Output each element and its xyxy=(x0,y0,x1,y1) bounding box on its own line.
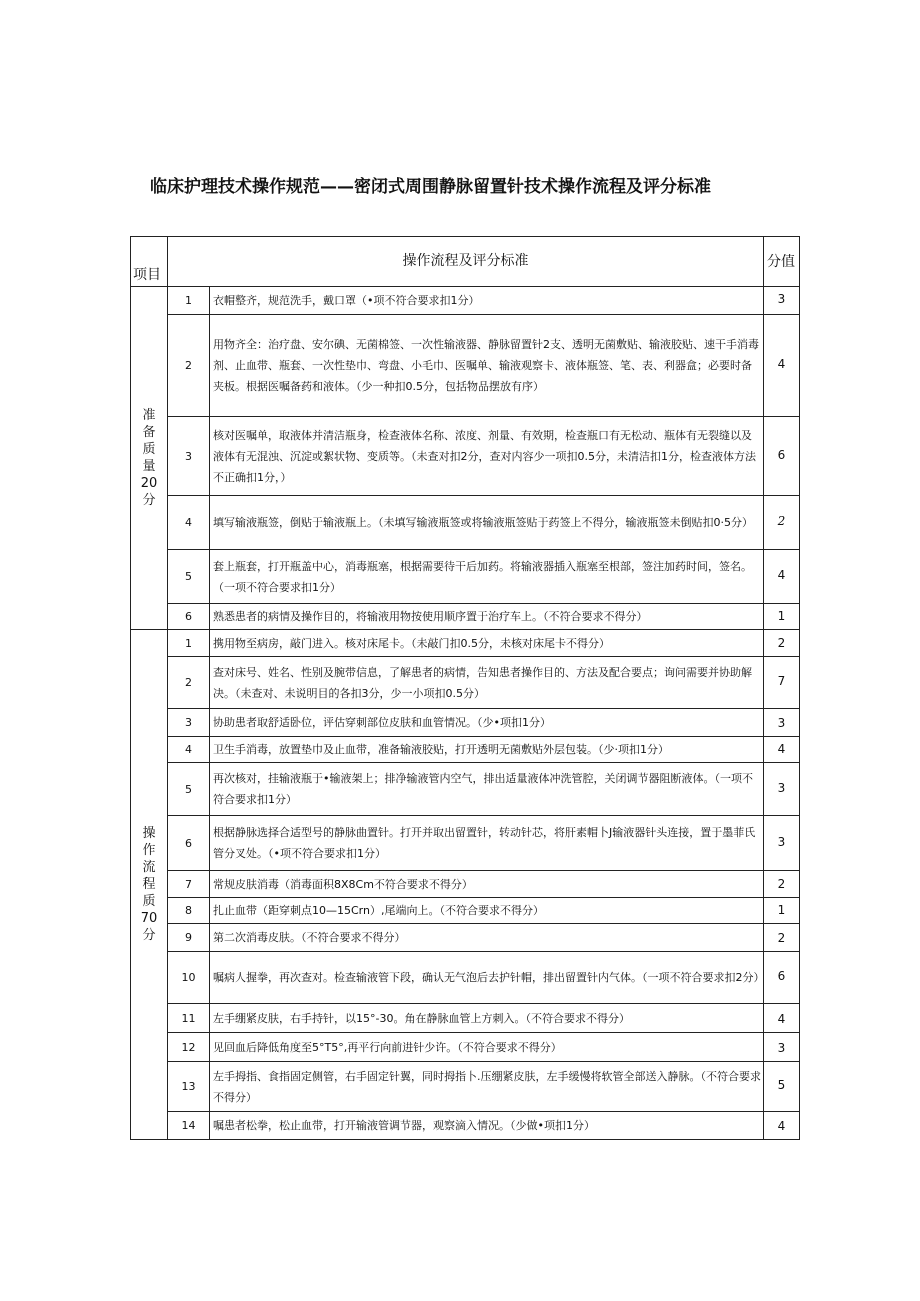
section-label-prep: 准备质量20分 xyxy=(131,287,168,630)
row-score: 4 xyxy=(764,550,800,604)
row-text: 第二次消毒皮肤。（不符合要求不得分） xyxy=(210,924,764,952)
row-score: 2 xyxy=(764,924,800,952)
row-number: 2 xyxy=(168,315,210,417)
row-text: 见回血后降低角度至5°T5°,再平行向前进针少许。（不符合要求不得分） xyxy=(210,1033,764,1062)
row-number: 5 xyxy=(168,763,210,816)
row-score: 1 xyxy=(764,604,800,630)
table-row xyxy=(131,657,800,709)
row-number: 6 xyxy=(168,604,210,630)
row-score: 5 xyxy=(764,1062,800,1112)
row-score: 3 xyxy=(764,287,800,315)
row-number: 6 xyxy=(168,816,210,871)
table-row xyxy=(131,709,800,737)
header-item: 项目 xyxy=(131,237,168,287)
table-row xyxy=(131,550,800,604)
table-row xyxy=(131,417,800,496)
row-text: 根据静脉选择合适型号的静脉曲置针。打开并取出留置针，转动针芯，将肝素帽卜J输液器针头连接，置于墨菲氏管分叉处。（•项不符合要求扣1分） xyxy=(210,816,764,871)
table-row xyxy=(131,871,800,898)
scoring-table xyxy=(130,236,800,1140)
table-row xyxy=(131,630,800,657)
row-text: 熟悉患者的病情及操作目的，将输液用物按使用顺序置于治疗车上。（不符合要求不得分） xyxy=(210,604,764,630)
row-score: 3 xyxy=(764,816,800,871)
row-score: 7 xyxy=(764,657,800,709)
row-number: 10 xyxy=(168,952,210,1004)
row-number: 1 xyxy=(168,287,210,315)
row-text: 查对床号、姓名、性别及腕带信息，了解患者的病情，告知患者操作目的、方法及配合要点；询问需要并协助解决。（未查对、未说明目的各扣3分，少一小项扣0.5分） xyxy=(210,657,764,709)
row-text: 套上瓶套，打开瓶盖中心，消毒瓶塞，根据需要待干后加药。将输液器插入瓶塞至根部，签注加药时间，签名。（一项不符合要求扣1分） xyxy=(210,550,764,604)
row-text: 左手绷紧皮肤，右手持针，以15°-30。角在静脉血管上方刺入。（不符合要求不得分） xyxy=(210,1004,764,1033)
table-row xyxy=(131,924,800,952)
row-text: 填写输液瓶签，倒贴于输液瓶上。（未填写输液瓶签或将输液瓶签贴于药签上不得分，输液瓶签未倒贴扣0·5分） xyxy=(210,496,764,550)
row-text: 卫生手消毒，放置垫巾及止血带，准备输液胶贴，打开透明无菌敷贴外层包装。（少·项扣1分） xyxy=(210,737,764,763)
row-text: 左手拇指、食指固定侧管，右手固定针翼，同时拇指卜.压绷紧皮肤，左手缓慢将软管全部送入静脉。（不符合要求不得分） xyxy=(210,1062,764,1112)
table-row xyxy=(131,287,800,315)
row-text: 携用物至病房，敲门进入。核对床尾卡。（未敲门扣0.5分，未核对床尾卡不得分） xyxy=(210,630,764,657)
row-text: 核对医嘱单，取液体并清洁瓶身，检查液体名称、浓度、剂量、有效期，检查瓶口有无松动、瓶体有无裂缝以及液体有无混浊、沉淀或絮状物、变质等。（未查对扣2分，查对内容少一项扣0.5分，未清洁扣1分，检查液体方法不正确扣1分，） xyxy=(210,417,764,496)
row-text: 再次核对，挂输液瓶于•输液架上；排净输液管内空气，排出适量液体冲洗管腔，关闭调节器阻断液体。（一项不符合要求扣1分） xyxy=(210,763,764,816)
table-row xyxy=(131,952,800,1004)
row-text: 扎止血带（距穿刺点10—15Crn）,尾端向上。（不符合要求不得分） xyxy=(210,898,764,924)
row-text: 嘱病人握拳，再次查对。检查输液管下段，确认无气泡后去护针帽，排出留置针内气体。（一项不符合要求扣2分） xyxy=(210,952,764,1004)
row-number: 3 xyxy=(168,709,210,737)
row-text: 嘱患者松拳，松止血带，打开输液管调节器，观察滴入情况。（少做•项扣1分） xyxy=(210,1112,764,1140)
section-label-operation: 操作流程质70分 xyxy=(131,630,168,1140)
row-number: 4 xyxy=(168,496,210,550)
row-score: 2 xyxy=(764,496,800,550)
table-row xyxy=(131,1004,800,1033)
document-title: 临床护理技术操作规范——密闭式周围静脉留置针技术操作流程及评分标准 xyxy=(150,177,711,197)
row-number: 3 xyxy=(168,417,210,496)
table-row xyxy=(131,737,800,763)
row-number: 1 xyxy=(168,630,210,657)
row-score: 1 xyxy=(764,898,800,924)
row-number: 2 xyxy=(168,657,210,709)
header-procedure: 操作流程及评分标准 xyxy=(168,237,764,287)
row-score: 2 xyxy=(764,630,800,657)
row-score: 6 xyxy=(764,417,800,496)
row-number: 4 xyxy=(168,737,210,763)
row-score: 3 xyxy=(764,709,800,737)
row-number: 12 xyxy=(168,1033,210,1062)
row-score: 4 xyxy=(764,1112,800,1140)
row-score: 2 xyxy=(764,871,800,898)
row-score: 3 xyxy=(764,763,800,816)
table-row xyxy=(131,604,800,630)
table-row xyxy=(131,763,800,816)
row-score: 6 xyxy=(764,952,800,1004)
row-text: 衣帽整齐，规范洗手，戴口罩（•项不符合要求扣1分） xyxy=(210,287,764,315)
row-text: 常规皮肤消毒（消毒面积8X8Cm不符合要求不得分） xyxy=(210,871,764,898)
table-row xyxy=(131,816,800,871)
row-number: 11 xyxy=(168,1004,210,1033)
row-number: 14 xyxy=(168,1112,210,1140)
row-number: 5 xyxy=(168,550,210,604)
row-score: 3 xyxy=(764,1033,800,1062)
row-score: 4 xyxy=(764,737,800,763)
row-score: 4 xyxy=(764,1004,800,1033)
row-number: 9 xyxy=(168,924,210,952)
table-row xyxy=(131,898,800,924)
table-row xyxy=(131,1062,800,1112)
row-number: 7 xyxy=(168,871,210,898)
header-row xyxy=(131,237,800,287)
row-score: 4 xyxy=(764,315,800,417)
row-text: 协助患者取舒适卧位，评估穿刺部位皮肤和血管情况。（少•项扣1分） xyxy=(210,709,764,737)
table-row xyxy=(131,1112,800,1140)
row-number: 13 xyxy=(168,1062,210,1112)
table-row xyxy=(131,496,800,550)
table-row xyxy=(131,1033,800,1062)
header-score: 分值 xyxy=(764,237,800,287)
table-row xyxy=(131,315,800,417)
row-text: 用物齐全：治疗盘、安尔碘、无菌棉签、一次性输液器、静脉留置针2支、透明无菌敷贴、输液胶贴、速干手消毒剂、止血带、瓶套、一次性垫巾、弯盘、小毛巾、医嘱单、输液观察卡、液体瓶签、笔、表、利器盒；必要时备夹板。根据医嘱备药和液体。（少一种扣0.5分，包括物品摆放有序） xyxy=(210,315,764,417)
row-number: 8 xyxy=(168,898,210,924)
